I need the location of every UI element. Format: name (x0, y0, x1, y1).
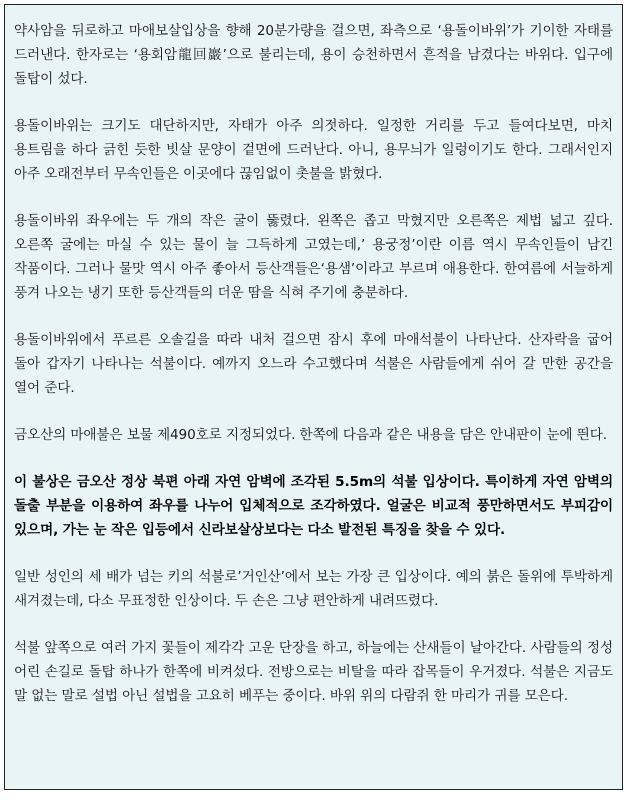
paragraph-7: 일반 성인의 세 배가 넘는 키의 석불로’거인산’에서 보는 가장 큰 입상이다. 예의 붉은 돌위에 투박하게 새겨졌는데, 다소 무표정한 인상이다. 두 손은 그냥 편안하게 내려뜨렸다. (14, 569, 613, 609)
paragraph-4: 용돌이바위에서 푸르른 오솔길을 따라 내처 걸으면 잠시 후에 마애석불이 나타난다. 산자락을 굽어 돌아 갑자기 나타나는 석불이다. 예까지 오느라 수고했다며 석불은 사람들에게 쉬어 갈 만한 공간을 열어 준다. (14, 332, 613, 396)
paragraph-2: 용돌이바위는 크기도 대단하지만, 자태가 아주 의젓하다. 일정한 거리를 두고 들여다보면, 마치 용트림을 하다 긁힌 듯한 빗살 문양이 겉면에 드러난다. 아니, 용무늬가 일렁이기도 한다. 그래서인지 아주 오래전부터 무속인들은 이곳에다 끊임없이 촛불을 밝혔다. (14, 118, 613, 182)
paragraph-5: 금오산의 마애불은 보물 제490호로 지정되었다. 한쪽에 다음과 같은 내용을 담은 안내판이 눈에 띈다. (14, 427, 607, 443)
paragraph-1: 약사암을 뒤로하고 마애보살입상을 향해 20분가량을 걸으면, 좌측으로 ‘용돌이바위’가 기이한 자태를 드러낸다. 한자로는 ‘용회암龍回巖’으로 불리는데, 용이 승천하면서 흔적을 남겼다는 바위다. 입구에 돌탑이 섰다. (14, 23, 613, 87)
article-body (4, 4, 623, 790)
paragraph-8: 석불 앞쪽으로 여러 가지 꽃들이 제각각 고운 단장을 하고, 하늘에는 산새들이 날아간다. 사람들의 정성 어린 손길로 돌탑 하나가 한쪽에 비켜섰다. 전방으로는 비탈을 따라 잡목들이 우거졌다. 석불은 지금도 말 없는 말로 설법 아닌 설법을 고요히 베푸는 중이다. 바위 위의 다람쥐 한 마리가 귀를 모은다. (14, 640, 613, 704)
signboard-quote: 이 불상은 금오산 정상 북편 아래 자연 암벽에 조각된 5.5m의 석불 입상이다. 특이하게 자연 암벽의 돌출 부분을 이용하여 좌우를 나누어 입체적으로 조각하였다. 얼굴은 비교적 풍만하면서도 부피감이 있으며, 가는 눈 작은 입등에서 신라보살상보다는 다소 발전된 특징을 찾을 수 있다. (14, 474, 613, 538)
paragraph-3: 용돌이바위 좌우에는 두 개의 작은 굴이 뚫렸다. 왼쪽은 좁고 막혔지만 오른쪽은 제법 넓고 깊다. 오른쪽 굴에는 마실 수 있는 물이 늘 그득하게 고였는데,’ 용궁정’이란 이름 역시 무속인들이 남긴 작품이다. 그러나 물맛 역시 아주 좋아서 등산객들은‘용샘’이라고 부르며 애용한다. 한여름에 서늘하게 풍겨 나오는 냉기 또한 등산객들의 더운 땀을 식혀 주기에 충분하다. (14, 213, 613, 301)
